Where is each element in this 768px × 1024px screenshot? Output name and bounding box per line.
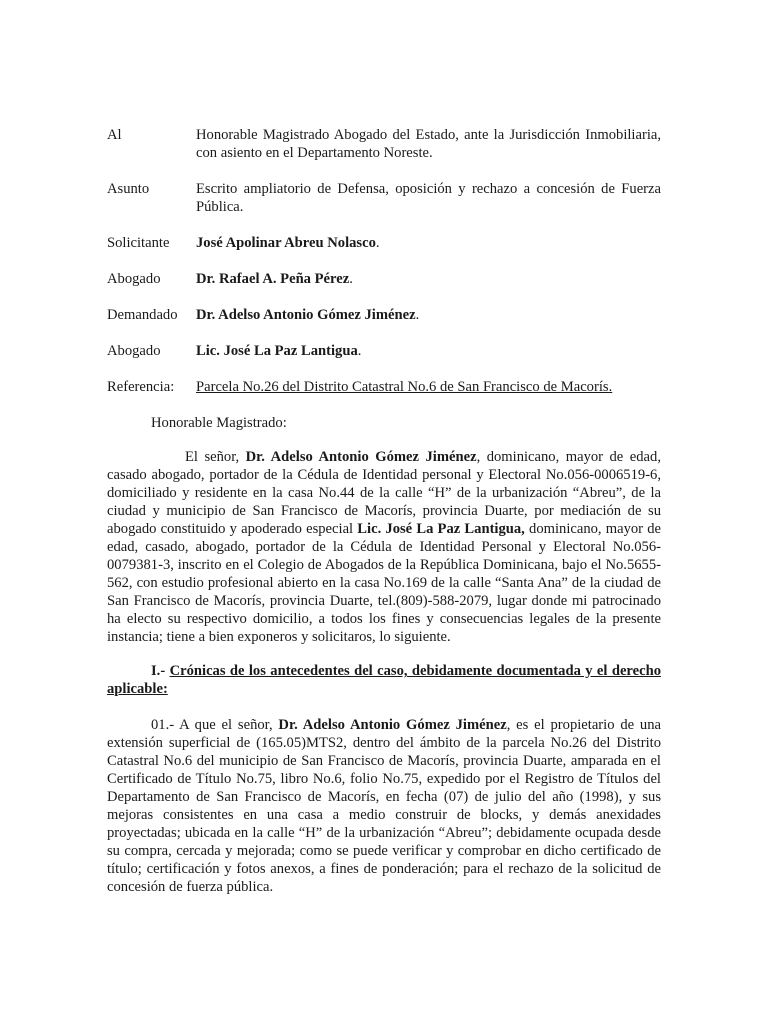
header-label: Al	[107, 127, 122, 143]
header-value	[196, 378, 661, 396]
header-row-subject	[107, 180, 661, 216]
document-body	[107, 126, 661, 896]
lawyer-name: Lic. José La Paz Lantigua,	[357, 521, 525, 537]
header-row-applicant-lawyer	[107, 270, 661, 288]
lawyer-name: Dr. Rafael A. Peña Pérez	[196, 271, 350, 287]
section-heading	[107, 662, 661, 698]
header-row-applicant	[107, 234, 661, 252]
header-label: Solicitante	[107, 235, 170, 251]
header-label: Demandado	[107, 307, 178, 323]
header-label: Abogado	[107, 343, 161, 359]
text: dominicano, mayor de edad, casado, abogado, portador de la Cédula de Identidad Personal y Electoral No.056-0079381-3, inscrito en el Colegio de Abogados de la República Dominicana, bajo el No.5655-562, con estudio profesional abierto en la casa No.169 de la calle “Santa Ana” de la ciudad de San Francisco de Macorís, provincia Duarte, tel.(809)-588-2079, lugar donde mi patrocinado ha electo su respectivo domicilio, a todos los fines y consecuencias legales de la presente instancia; tiene a bien exponeros y solicitaros, lo siguiente.	[107, 521, 661, 645]
reference-text: Parcela No.26 del Distrito Catastral No.6 de San Francisco de Macorís.	[196, 379, 613, 395]
header-row-defendant-lawyer	[107, 342, 661, 360]
section-title: Crónicas de los antecedentes del caso, debidamente documentada y el derecho aplicable:	[107, 663, 662, 697]
defendant-name: Dr. Adelso Antonio Gómez Jiménez	[278, 717, 507, 733]
section-number: I.-	[151, 663, 170, 679]
text: El señor,	[185, 449, 246, 465]
header-value: Escrito ampliatorio de Defensa, oposición y rechazo a concesión de Fuerza Pública.	[196, 181, 661, 215]
header-label: Abogado	[107, 271, 161, 287]
punctuation: .	[349, 271, 353, 287]
header-value	[196, 270, 661, 288]
text: 01.- A que el señor,	[151, 717, 279, 733]
text: , es el propietario de una extensión superficial de (165.05)MTS2, dentro del ámbito de la parcela No.26 del Distrito Catastral No.6 del municipio de San Francisco de Macorís, provincia Duarte, amparada en el Certificado de Título No.75, libro No.6, folio No.75, expedido por el Registro de Títulos del Departamento de San Francisco de Macorís, en fecha (07) de julio del año (1998), y sus mejoras consistentes en una casa a medio construir de blocks, y demás anexidades proyectadas; ubicada en la calle “H” de la urbanización “Abreu”; debidamente ocupada desde su compra, cercada y mejorada; como se puede verificar y comprobar en dicho certificado de título; certificación y fotos anexos, a fines de ponderación; para el rechazo de la solicitud de concesión de fuerza pública.	[107, 717, 661, 895]
header-value	[196, 234, 661, 252]
header-row-to	[107, 126, 661, 162]
punctuation: .	[357, 343, 362, 359]
header-value	[196, 342, 661, 360]
defendant-name: Dr. Adelso Antonio Gómez Jiménez	[196, 307, 416, 323]
header-label: Referencia:	[107, 379, 175, 395]
salutation: Honorable Magistrado:	[151, 415, 287, 431]
applicant-name: José Apolinar Abreu Nolasco	[196, 235, 376, 251]
header-label: Asunto	[107, 181, 150, 197]
header-row-defendant	[107, 306, 661, 324]
punctuation: .	[415, 307, 420, 323]
header-row-reference	[107, 378, 661, 396]
lawyer-name: Lic. José La Paz Lantigua	[196, 343, 358, 359]
text: , dominicano, mayor de edad, casado abogado, portador de la Cédula de Identidad personal y Electoral No.056-0006519-6, domiciliado y residente en la casa No.44 de la calle “H” de la urbanización “Abreu”, de la ciudad y municipio de San Francisco de Macorís, provincia Duarte, por mediación de su abogado constituido y apoderado especial	[107, 449, 661, 537]
header-value: Honorable Magistrado Abogado del Estado, ante la Jurisdicción Inmobiliaria, con asiento en el Departamento Noreste.	[196, 127, 661, 161]
intro-paragraph	[107, 448, 661, 646]
item-paragraph	[107, 716, 661, 896]
header-value	[196, 306, 661, 324]
defendant-name: Dr. Adelso Antonio Gómez Jiménez	[245, 449, 477, 465]
punctuation: .	[375, 235, 380, 251]
